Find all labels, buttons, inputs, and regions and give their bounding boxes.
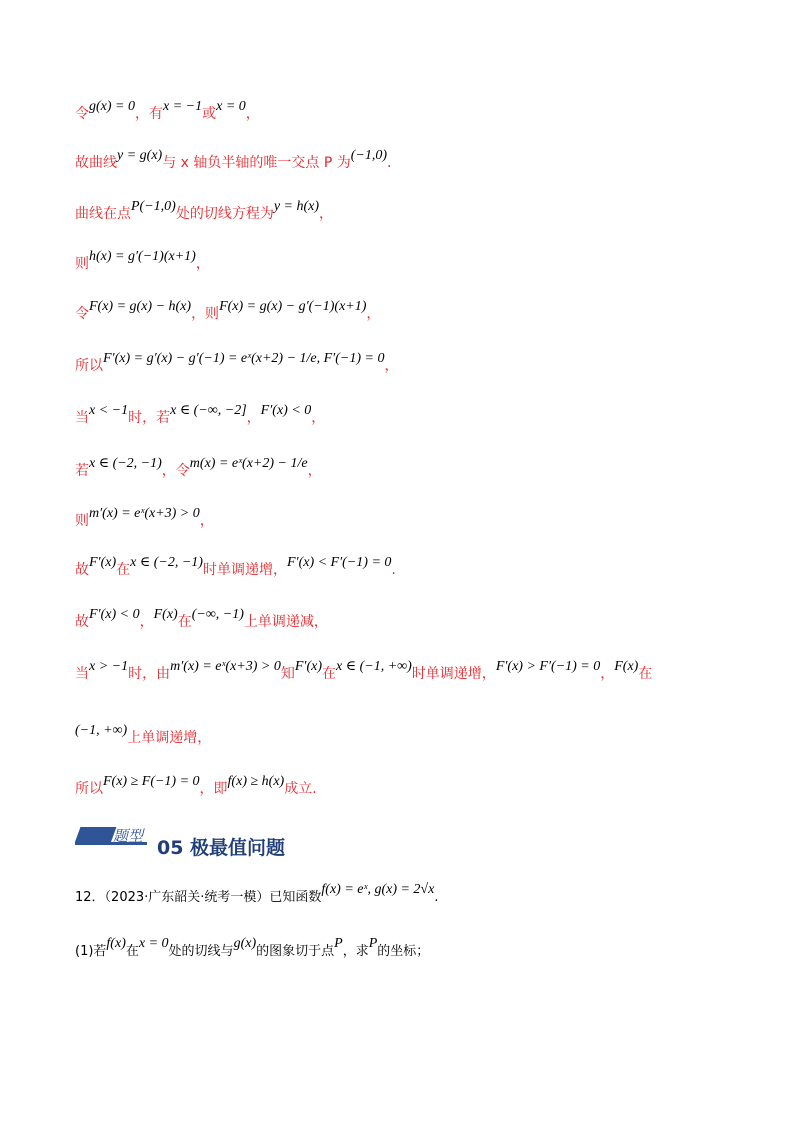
math-expression: y = g(x) <box>117 148 163 163</box>
question-12-suffix: . <box>434 890 439 905</box>
badge-tab-shape <box>75 827 116 842</box>
text-segment: ，即 <box>199 781 228 797</box>
text-segment: 故 <box>75 614 89 630</box>
text-segment: 故 <box>75 562 89 578</box>
text-segment: . <box>387 155 392 171</box>
solution-line-8 <box>75 456 740 482</box>
question-12-part-1 <box>75 936 740 962</box>
solution-line-9 <box>75 506 740 532</box>
math-expression: f(x) <box>106 936 126 951</box>
text-segment: 令 <box>75 106 89 122</box>
text-segment: ， <box>199 513 214 529</box>
text-segment: 在 <box>177 614 192 630</box>
solution-line-10 <box>75 555 740 581</box>
math-expression: x = 0 <box>138 936 169 951</box>
section-badge <box>75 825 147 845</box>
math-expression: (−1,0) <box>350 148 388 163</box>
math-expression: F′(x) < F′(−1) = 0 <box>286 555 392 570</box>
math-expression: F′(x) < 0 <box>260 403 312 418</box>
math-expression: F′(x) <box>294 659 323 674</box>
text-segment: 则 <box>75 513 89 529</box>
text-segment: 时，若 <box>128 410 171 426</box>
text-segment: 则 <box>75 256 89 272</box>
math-expression: F′(x) = g′(x) − g′(−1) = eˣ(x+2) − 1/e, F′(−1) = 0 <box>103 351 385 366</box>
text-segment: ，有 <box>135 106 163 122</box>
text-segment: ， <box>195 256 210 272</box>
text-segment: 知 <box>280 666 295 682</box>
math-expression: x = −1 <box>163 99 203 114</box>
math-expression: P <box>368 936 378 951</box>
solution-line-13 <box>75 723 740 749</box>
text-segment: 的图象切于点 <box>256 944 335 959</box>
text-segment: ， <box>366 306 381 322</box>
text-segment: 所以 <box>75 781 103 797</box>
text-segment: 在 <box>116 562 131 578</box>
math-expression: (−∞, −1) <box>191 607 244 622</box>
text-segment: 所以 <box>75 358 103 374</box>
math-expression: h(x) = g′(−1)(x+1) <box>89 249 196 264</box>
solution-line-3 <box>75 199 740 225</box>
solution-line-6 <box>75 351 740 377</box>
text-segment: 的坐标； <box>377 944 430 959</box>
text-segment: ， <box>307 463 322 479</box>
math-expression: x ∈ (−2, −1) <box>89 456 162 471</box>
solution-line-4 <box>75 249 740 275</box>
text-segment: ， <box>600 666 615 682</box>
solution-line-7 <box>75 403 740 429</box>
text-segment: 令 <box>75 306 89 322</box>
text-segment: ，令 <box>161 463 190 479</box>
text-segment: ， <box>319 206 334 222</box>
solution-line-14 <box>75 774 740 800</box>
math-expression: P <box>334 936 343 951</box>
text-segment: 时，由 <box>128 666 171 682</box>
math-expression: x ∈ (−1, +∞) <box>336 659 412 674</box>
math-expression: m′(x) = eˣ(x+3) > 0 <box>170 659 281 674</box>
math-expression: P(−1,0) <box>131 199 176 214</box>
text-segment: ， <box>384 358 399 374</box>
text-segment: ， <box>139 614 154 630</box>
text-segment: 或 <box>202 106 217 122</box>
text-segment: 若 <box>75 463 89 479</box>
math-expression: F(x) ≥ F(−1) = 0 <box>103 774 200 789</box>
math-expression: F′(x) <box>89 555 117 570</box>
math-expression: F′(x) < 0 <box>89 607 140 622</box>
math-expression: x = 0 <box>216 99 246 114</box>
badge-label: 题型 <box>113 827 144 845</box>
math-expression: x > −1 <box>89 659 129 674</box>
math-expression: F(x) = g(x) − h(x) <box>89 299 192 314</box>
text-segment: ， <box>245 106 260 122</box>
math-expression: F(x) <box>153 607 178 622</box>
text-segment: 成立. <box>284 781 317 797</box>
question-12-formula: f(x) = eˣ, g(x) = 2√x <box>321 882 435 897</box>
question-12 <box>75 882 740 908</box>
math-expression: m′(x) = eˣ(x+3) > 0 <box>89 506 200 521</box>
text-segment: 与 x 轴负半轴的唯一交点 P 为 <box>162 155 351 171</box>
math-expression: x < −1 <box>89 403 129 418</box>
text-segment: ， <box>311 410 326 426</box>
solution-line-11 <box>75 607 740 633</box>
math-expression: g(x) <box>233 936 257 951</box>
math-expression: y = h(x) <box>273 199 320 214</box>
math-expression: x ∈ (−2, −1) <box>130 555 203 570</box>
math-expression: F′(x) > F′(−1) = 0 <box>495 659 601 674</box>
section-heading <box>75 823 725 863</box>
text-segment: ， <box>246 410 261 426</box>
question-12-prefix: 12．（2023·广东韶关·统考一模）已知函数 <box>75 890 322 905</box>
text-segment: 在 <box>125 944 139 959</box>
text-segment: 曲线在点 <box>75 206 131 222</box>
text-segment: 处的切线方程为 <box>175 206 274 222</box>
solution-line-5 <box>75 299 740 325</box>
solution-line-1 <box>75 99 740 125</box>
math-expression: F(x) = g(x) − g′(−1)(x+1) <box>219 299 367 314</box>
section-title: 05 极最值问题 <box>157 837 286 859</box>
math-expression: (−1, +∞) <box>75 723 128 738</box>
text-segment: 时单调递增， <box>411 666 496 682</box>
text-segment: 当 <box>75 410 89 426</box>
text-segment: 上单调递减， <box>243 614 328 630</box>
text-segment: 故曲线 <box>75 155 117 171</box>
math-expression: m(x) = eˣ(x+2) − 1/e <box>189 456 308 471</box>
math-expression: F(x) <box>614 659 639 674</box>
text-segment: 在 <box>638 666 653 682</box>
text-segment: ，则 <box>191 306 220 322</box>
text-segment: 在 <box>322 666 337 682</box>
text-segment: 处的切线与 <box>168 944 234 959</box>
text-segment: 当 <box>75 666 89 682</box>
math-expression: x ∈ (−∞, −2] <box>170 403 247 418</box>
solution-line-12 <box>75 659 740 685</box>
text-segment: 时单调递增， <box>202 562 287 578</box>
text-segment: (1)若 <box>75 944 107 959</box>
math-expression: f(x) ≥ h(x) <box>227 774 285 789</box>
text-segment: ，求 <box>342 944 369 959</box>
text-segment: . <box>391 562 396 578</box>
math-expression: g(x) = 0 <box>89 99 135 114</box>
text-segment: 上单调递增， <box>127 730 212 746</box>
solution-line-2 <box>75 148 740 174</box>
